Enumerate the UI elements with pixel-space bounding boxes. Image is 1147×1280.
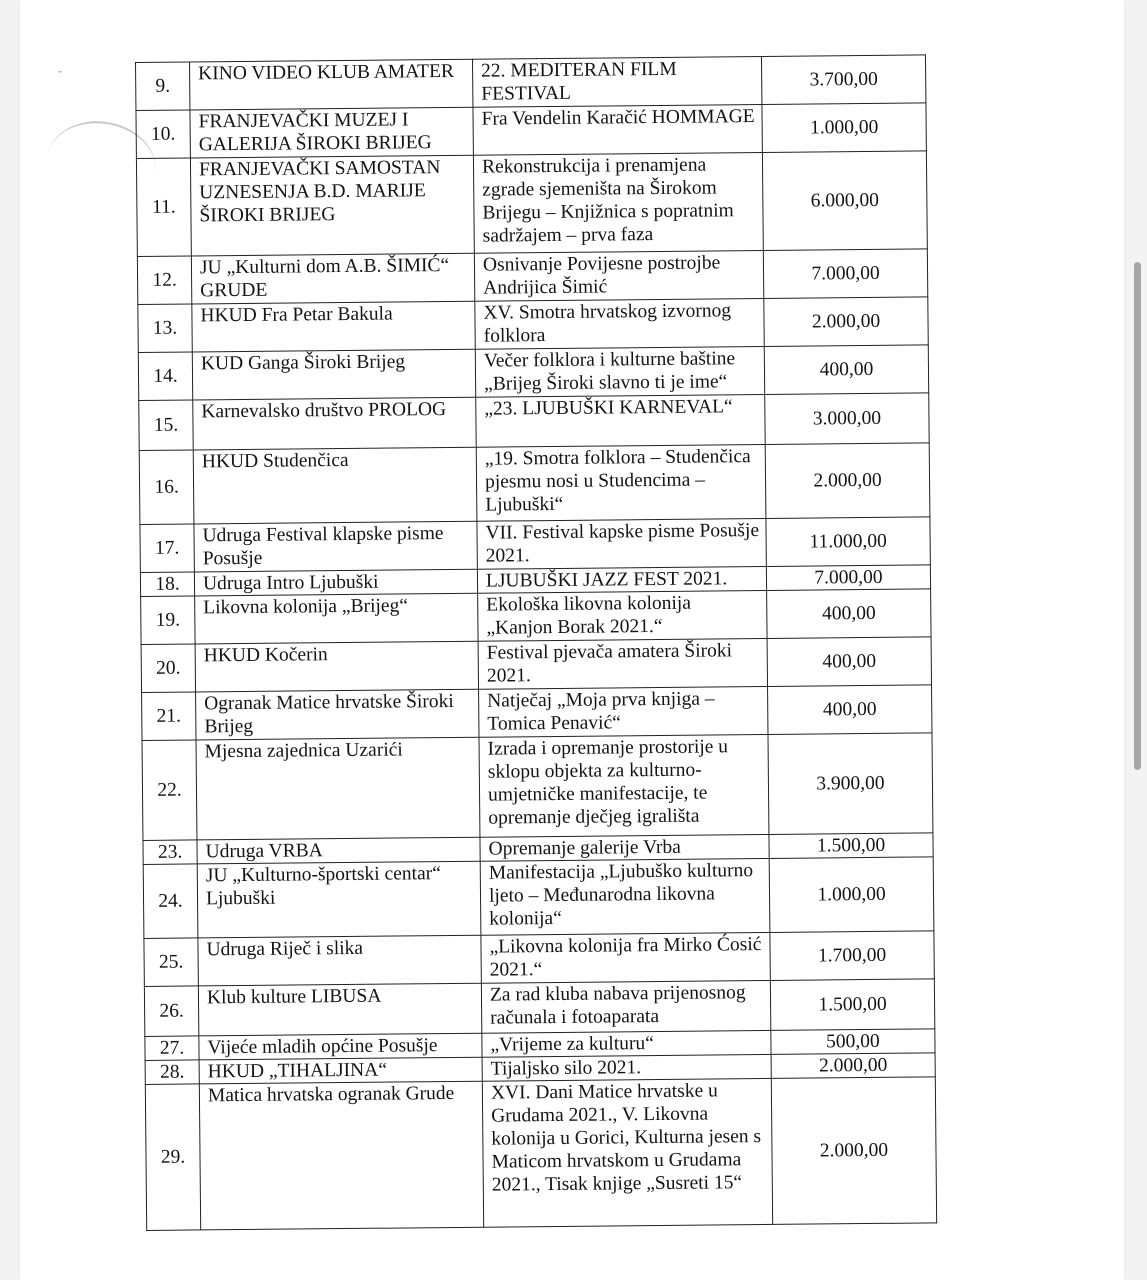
table-row	[139, 393, 929, 451]
applicant-name: Ogranak Matice hrvatske Široki Brijeg	[196, 689, 479, 740]
row-number: 22.	[142, 740, 197, 841]
amount: 11.000,00	[766, 517, 930, 567]
amount: 3.000,00	[765, 393, 929, 445]
project-name: Manifestacija „Ljubuško kulturno ljeto – Međunarodna likovna kolonija“	[480, 858, 770, 935]
amount: 1.000,00	[762, 103, 926, 153]
project-name: Fra Vendelin Karačić HOMMAGE	[473, 104, 762, 155]
row-number: 25.	[144, 938, 198, 987]
table-row	[136, 151, 927, 257]
applicant-name: Udruga Festival klapske pisme Posušje	[194, 521, 477, 572]
table-row	[137, 249, 927, 305]
row-number: 10.	[136, 110, 190, 159]
project-name: Za rad kluba nabava prijenosnog računala i fotoaparata	[481, 980, 770, 1033]
row-number: 18.	[140, 572, 194, 597]
amount: 1.500,00	[770, 979, 934, 1031]
row-number: 26.	[144, 986, 198, 1037]
project-name: LJUBUŠKI JAZZ FEST 2021.	[477, 566, 766, 593]
row-number: 9.	[136, 62, 190, 111]
amount: 400,00	[764, 345, 928, 395]
applicant-name: FRANJEVAČKI SAMOSTAN UZNESENJA B.D. MARIJE ŠIROKI BRIJEG	[190, 155, 474, 256]
table-row	[141, 637, 931, 693]
table-row	[142, 733, 933, 841]
project-name: „23. LJUBUŠKI KARNEVAL“	[476, 394, 765, 447]
amount: 2.000,00	[771, 1077, 936, 1225]
applicant-name: Vijeće mladih općine Posušje	[199, 1033, 482, 1060]
amount: 7.000,00	[766, 565, 930, 591]
project-name: Osnivanje Povijesne postrojbe Andrijica Šimić	[474, 250, 763, 301]
table-row	[138, 297, 928, 353]
row-number: 12.	[137, 256, 191, 305]
applicant-name: Matica hrvatska ogranak Grude	[199, 1081, 483, 1230]
amount: 3.700,00	[761, 55, 925, 105]
project-name: Festival pjevača amatera Široki 2021.	[478, 638, 767, 689]
project-name: Večer folklora i kulturne baštine „Brijeg Široki slavno ti je ime“	[475, 346, 764, 397]
row-number: 11.	[136, 158, 191, 257]
table-row	[139, 443, 930, 525]
amount: 7.000,00	[763, 249, 927, 299]
table-container	[135, 54, 958, 1231]
project-name: VII. Festival kapske pisme Posušje 2021.	[477, 518, 766, 569]
project-name: Natječaj „Moja prva knjiga – Tomica Penavić“	[479, 686, 768, 737]
table-row	[142, 685, 932, 741]
project-name: Izrada i opremanje prostorije u sklopu objekta za kulturno-umjetničke manifestacije, te opremanje dječjeg igrališta	[479, 734, 769, 837]
table-row	[140, 517, 930, 573]
applicant-name: Udruga Intro Ljubuški	[194, 569, 477, 596]
applicant-name: Udruga Riječ i slika	[198, 935, 481, 986]
amount: 400,00	[768, 685, 932, 735]
row-number: 29.	[145, 1084, 200, 1231]
applicant-name: Klub kulture LIBUSA	[198, 983, 481, 1036]
row-number: 20.	[141, 644, 195, 693]
applicant-name: Likovna kolonija „Brijeg“	[195, 593, 478, 644]
row-number: 14.	[138, 352, 192, 401]
row-number: 16.	[139, 450, 194, 525]
project-name: „Vrijeme za kulturu“	[482, 1030, 771, 1057]
table-row	[145, 1077, 936, 1231]
table-body	[136, 55, 937, 1231]
amount: 500,00	[771, 1029, 935, 1055]
row-number: 27.	[145, 1036, 199, 1061]
applicant-name: HKUD „TIHALJINA“	[199, 1057, 482, 1084]
table-row	[141, 589, 931, 645]
document-page	[20, 0, 1124, 1280]
project-name: Tijaljsko silo 2021.	[482, 1054, 771, 1081]
row-number: 15.	[139, 400, 193, 451]
applicant-name: Karnevalsko društvo PROLOG	[193, 397, 476, 450]
project-name: „Likovna kolonija fra Mirko Ćosić 2021.“	[481, 932, 770, 983]
amount: 2.000,00	[764, 297, 928, 347]
applicant-name: JU „Kulturni dom A.B. ŠIMIĆ“ GRUDE	[191, 253, 474, 304]
applicant-name: FRANJEVAČKI MUZEJ I GALERIJA ŠIROKI BRIJEG	[190, 107, 473, 158]
project-name: 22. MEDITERAN FILM FESTIVAL	[472, 56, 761, 107]
amount: 6.000,00	[762, 151, 927, 251]
amount: 2.000,00	[771, 1053, 935, 1079]
project-name: „19. Smotra folklora – Studenčica pjesmu nosi u Studencima – Ljubuški“	[476, 444, 766, 521]
applicant-name: HKUD Kočerin	[195, 641, 478, 692]
row-number: 24.	[143, 864, 198, 939]
row-number: 19.	[141, 596, 195, 645]
project-name: XVI. Dani Matice hrvatske u Grudama 2021., V. Likovna kolonija u Gorici, Kulturna jesen s Maticom hrvatskom u Grudama 2021., Tisak knjige „Susreti 15“	[482, 1078, 772, 1227]
margin-mark: ˇ	[58, 68, 62, 82]
applicant-name: Mjesna zajednica Uzarići	[196, 737, 480, 840]
applicant-name: HKUD Studenčica	[193, 447, 477, 524]
project-name: XV. Smotra hrvatskog izvornog folklora	[475, 298, 764, 349]
applicant-name: HKUD Fra Petar Bakula	[192, 301, 475, 352]
applicant-name: KINO VIDEO KLUB AMATER	[190, 59, 473, 110]
amount: 400,00	[767, 589, 931, 639]
table-row	[143, 857, 934, 939]
amount: 1.500,00	[769, 833, 933, 859]
row-number: 23.	[143, 840, 197, 865]
funding-table	[135, 54, 937, 1231]
project-name: Opremanje galerije Vrba	[480, 834, 769, 861]
applicant-name: Udruga VRBA	[197, 837, 480, 864]
project-name: Ekološka likovna kolonija „Kanjon Borak 2021.“	[478, 590, 767, 641]
table-row	[136, 55, 926, 111]
table-row	[144, 931, 934, 987]
row-number: 28.	[145, 1060, 199, 1085]
table-row	[144, 979, 934, 1037]
table-row	[136, 103, 926, 159]
applicant-name: JU „Kulturno-športski centar“ Ljubuški	[197, 861, 481, 938]
amount: 2.000,00	[765, 443, 930, 519]
row-number: 13.	[138, 304, 192, 353]
scrollbar-thumb[interactable]	[1134, 262, 1141, 770]
amount: 3.900,00	[768, 733, 933, 835]
amount: 1.000,00	[769, 857, 934, 933]
row-number: 21.	[142, 692, 196, 741]
row-number: 17.	[140, 524, 194, 573]
table-row	[138, 345, 928, 401]
amount: 400,00	[767, 637, 931, 687]
applicant-name: KUD Ganga Široki Brijeg	[192, 349, 475, 400]
project-name: Rekonstrukcija i prenamjena zgrade sjemeništa na Širokom Brijegu – Knjižnica s popratnim sadržajem – prva faza	[473, 152, 763, 253]
amount: 1.700,00	[770, 931, 934, 981]
